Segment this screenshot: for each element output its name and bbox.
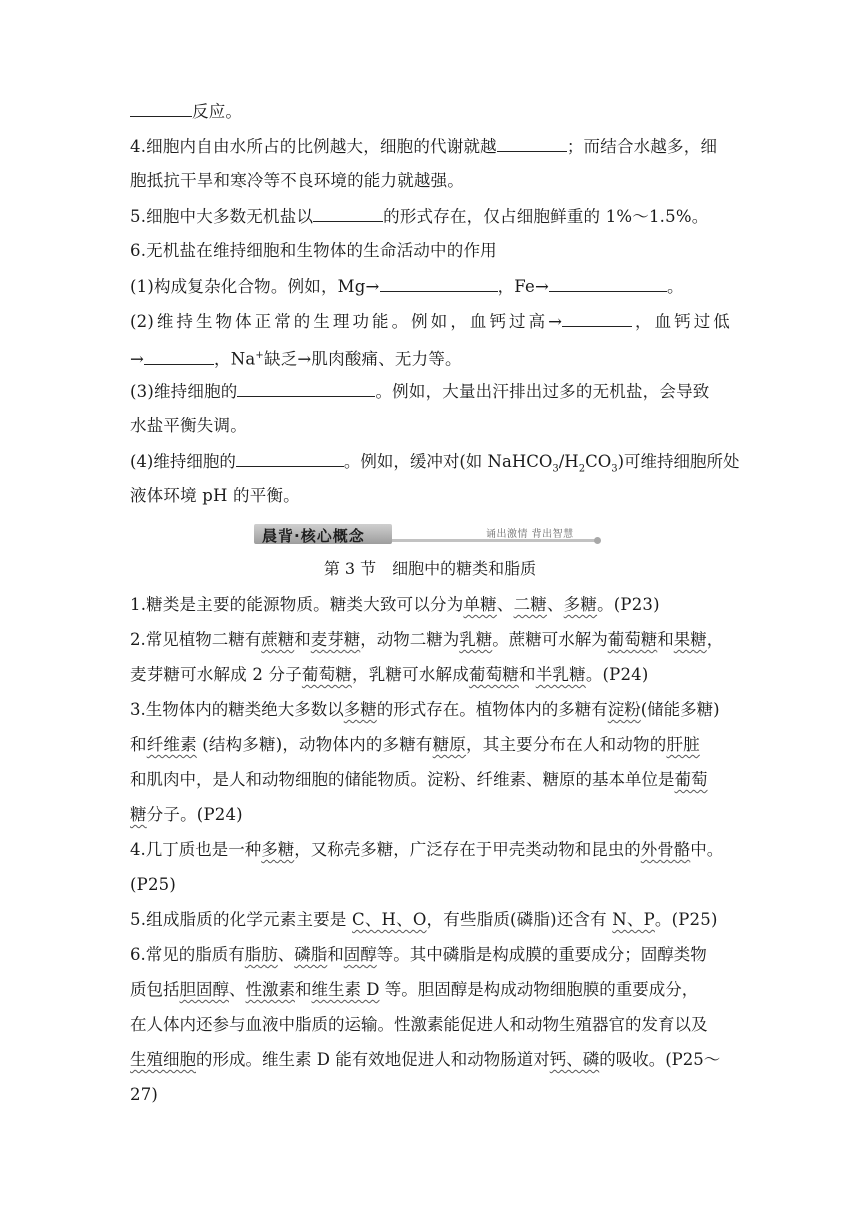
text: 6.无机盐在维持细胞和生物体的生命活动中的作用 — [130, 241, 497, 260]
keyword: 麦芽糖 — [310, 630, 361, 649]
text: (3)维持细胞的 — [130, 382, 238, 401]
answer-blank[interactable] — [236, 450, 344, 467]
concept-line — [130, 1084, 730, 1119]
text: (1)构成复杂化合物。例如，Mg→ — [130, 277, 380, 296]
concept-line — [130, 594, 730, 629]
text: 和肌肉中，是人和动物细胞的储能物质。淀粉、纤维素、糖原的基本单位是 — [130, 770, 675, 789]
text: 5.细胞中大多数无机盐以 — [130, 207, 314, 226]
keyword: 葡萄糖 — [468, 665, 520, 684]
keyword: C、H、O — [352, 910, 427, 929]
keyword: 糖原 — [432, 735, 467, 754]
answer-blank[interactable] — [144, 348, 214, 365]
text: 、 — [496, 595, 514, 614]
text: ；而结合水越多，细 — [566, 137, 718, 156]
concept-line — [130, 1049, 730, 1084]
keyword: 多糖 — [261, 840, 295, 859]
review-line — [130, 380, 730, 415]
keyword: 固醇 — [343, 945, 377, 964]
text: 质包括 — [130, 980, 180, 999]
text: 分子。(P24) — [146, 805, 243, 824]
text: 和 — [130, 735, 147, 754]
text: 、 — [277, 945, 295, 964]
text: 中。 — [690, 840, 724, 859]
text: 的形成。维生素 D 能有效地促进人和动物肠道对 — [196, 1050, 550, 1069]
text: 2.常见植物二糖有 — [130, 630, 262, 649]
concept-line — [130, 944, 730, 979]
text: 水盐平衡失调。 — [130, 416, 247, 435]
keyword: 半乳糖 — [535, 665, 586, 684]
text: 和 — [294, 630, 311, 649]
banner-bar — [254, 524, 604, 544]
keyword: N、P — [612, 910, 655, 929]
section-title: 第 3 节 细胞中的糖类和脂质 — [323, 559, 537, 578]
text: /H — [558, 452, 579, 471]
text: ，乳糖可水解成 — [352, 665, 469, 684]
review-line — [130, 275, 730, 310]
keyword: 胆固醇 — [179, 980, 229, 999]
keyword: 淀粉 — [607, 700, 641, 719]
text: 4.细胞内自由水所占的比例越大，细胞的代谢就越 — [130, 137, 497, 156]
keyword: 葡萄糖 — [301, 665, 352, 684]
review-line — [130, 205, 730, 240]
review-line — [130, 310, 730, 345]
concept-line — [130, 699, 730, 734]
review-line — [130, 100, 730, 135]
subscript: 3 — [552, 463, 559, 475]
text: (P25) — [130, 875, 176, 894]
text: 和 — [327, 945, 344, 964]
subscript: 3 — [611, 463, 618, 475]
text: CO — [585, 452, 612, 471]
text: 。例如，大量出汗排出过多的无机盐，会导致 — [375, 382, 710, 401]
review-line — [130, 450, 740, 485]
text: 。(P25) — [654, 910, 718, 929]
concept-line — [130, 1014, 730, 1049]
concept-line — [130, 979, 730, 1014]
text: 1.糖类是主要的能源物质。糖类大致可以分为 — [130, 595, 464, 614]
keyword: 性激素 — [245, 980, 295, 999]
text: 27) — [130, 1085, 159, 1104]
text: 的吸收。(P25～ — [599, 1050, 721, 1069]
answer-blank[interactable] — [130, 100, 192, 117]
review-line — [130, 240, 730, 275]
text: 缺乏→肌肉酸痛、无力等。 — [264, 349, 462, 369]
text: ，有些脂质(磷脂)还含有 — [426, 910, 613, 929]
concept-line — [130, 664, 730, 699]
review-line — [130, 345, 730, 380]
text: (4)维持细胞的 — [130, 452, 236, 471]
concept-line — [130, 769, 730, 804]
keyword: 纤维素 — [146, 735, 197, 754]
keyword: 葡萄糖 — [607, 630, 658, 649]
keyword: 生殖细胞 — [130, 1050, 196, 1069]
concept-line — [130, 804, 730, 839]
answer-blank[interactable] — [562, 310, 632, 327]
text: 液体环境 pH 的平衡。 — [130, 486, 300, 505]
keyword: 多糖 — [563, 595, 598, 614]
text: 。 — [667, 277, 684, 296]
concept-line — [130, 909, 730, 944]
banner-title: 晨背·核心概念 — [262, 527, 365, 545]
text: 麦芽糖可水解成 2 分子 — [130, 665, 302, 684]
keyword: 葡萄 — [674, 770, 708, 789]
review-line — [130, 415, 730, 450]
superscript: + — [255, 350, 264, 361]
text: (结构多糖)，动物体内的多糖有 — [196, 735, 433, 754]
text: 和 — [519, 665, 536, 684]
banner-title-box — [254, 524, 392, 544]
keyword: 糖 — [130, 805, 147, 824]
text: 等。其中磷脂是构成膜的重要成分；固醇类物 — [376, 945, 707, 964]
keyword: 维生素 D — [311, 980, 380, 999]
text: ， — [706, 630, 724, 649]
keyword: 乳糖 — [459, 630, 493, 649]
text: 。蔗糖可水解为 — [492, 630, 608, 649]
keyword: 磷脂 — [294, 945, 328, 964]
text: ，Na — [214, 349, 256, 369]
concept-line — [130, 874, 730, 909]
text: ，血钙过低 — [632, 312, 730, 331]
text: (2)维持生物体正常的生理功能。例如，血钙过高→ — [130, 312, 563, 331]
answer-blank[interactable] — [497, 135, 567, 152]
text: 4.几丁质也是一种 — [130, 840, 262, 859]
text: (储能多糖) — [640, 700, 720, 719]
text: ，又称壳多糖，广泛存在于甲壳类动物和昆虫的 — [294, 840, 641, 859]
keyword: 肝脏 — [666, 735, 700, 754]
text: )可维持细胞所处 — [617, 452, 740, 471]
concept-line — [130, 734, 730, 769]
text: 的形式存在。植物体内的多糖有 — [376, 700, 608, 719]
review-line — [130, 485, 730, 520]
text: ，其主要分布在人和动物的 — [466, 735, 667, 754]
keyword: 二糖 — [513, 595, 547, 614]
text: 。(P23) — [597, 595, 660, 614]
text: 胞抵抗干旱和寒冷等不良环境的能力就越强。 — [130, 171, 464, 190]
text: 和 — [295, 980, 312, 999]
text: 的形式存在，仅占细胞鲜重的 1%～1.5%。 — [383, 207, 709, 226]
subscript: 2 — [578, 463, 586, 475]
keyword: 果糖 — [673, 630, 707, 649]
answer-blank[interactable] — [380, 275, 498, 292]
text: 、 — [546, 595, 564, 614]
text: 等。胆固醇是构成动物细胞膜的重要成分， — [379, 980, 699, 999]
banner-subtitle: 诵出激情 背出智慧 — [486, 529, 574, 540]
answer-blank[interactable] — [549, 275, 667, 292]
text: 5.组成脂质的化学元素主要是 — [130, 910, 352, 929]
banner-dot — [594, 537, 601, 544]
review-line — [130, 135, 730, 170]
keyword: 多糖 — [343, 700, 377, 719]
review-line — [130, 170, 730, 205]
text: ，Fe→ — [497, 277, 549, 296]
keyword: 脂肪 — [244, 945, 278, 964]
section-banner — [130, 520, 730, 552]
text: 6.常见的脂质有 — [130, 945, 245, 964]
text: 3.生物体内的糖类绝大多数以 — [130, 700, 344, 719]
keyword: 单糖 — [463, 595, 497, 614]
concept-line — [130, 629, 730, 664]
keyword: 钙、磷 — [549, 1050, 600, 1069]
document-page — [130, 100, 740, 1119]
text: 在人体内还参与血液中脂质的运输。性激素能促进人和动物生殖器官的发育以及 — [130, 1015, 708, 1034]
answer-blank[interactable] — [313, 205, 383, 222]
text: 和 — [657, 630, 674, 649]
text: 反应。 — [192, 102, 243, 121]
text: 。(P24) — [585, 665, 649, 684]
text: ，动物二糖为 — [360, 630, 460, 649]
concept-line — [130, 839, 730, 874]
text: → — [130, 349, 145, 369]
text: 。例如，缓冲对(如 NaHCO — [343, 452, 553, 471]
keyword: 蔗糖 — [261, 630, 295, 649]
answer-blank[interactable] — [237, 380, 375, 397]
text: 、 — [229, 980, 246, 999]
keyword: 外骨骼 — [640, 840, 691, 859]
